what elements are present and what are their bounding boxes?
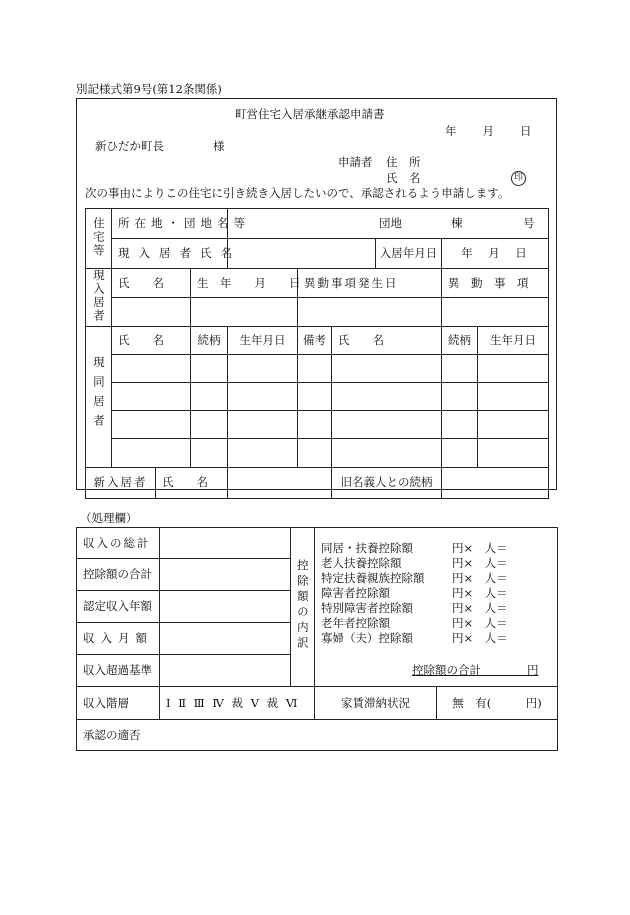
cohabitant-note-header: 備考 [298,326,332,354]
deduction-breakdown [315,528,558,687]
deduction-total-label: 控除額の合計 [77,559,160,591]
certified-income-label: 認定収入年額 [77,591,160,622]
deduction-calc[interactable]: 円× 人＝ [452,541,508,555]
deduction-breakdown-label: 控除額の内訳 [291,528,315,687]
cohabitant-row[interactable] [86,438,549,467]
monthly-income-label: 収入月額 [77,622,160,654]
new-resident-name-label: 氏 名 [156,467,228,498]
cohabitant-name-header-2: 氏 名 [332,326,442,354]
resident-name-field[interactable] [112,297,191,326]
form-title: 町営住宅入居承継承認申請書 [235,107,385,121]
income-excess-label: 収入超過基準 [77,654,160,686]
current-resident-name-field[interactable] [228,239,376,269]
rent-arrears-label: 家賃滞納状況 [315,687,437,720]
deduction-item [321,541,508,555]
date-field[interactable]: 年 月 日 [445,124,533,138]
deduction-total-field[interactable] [160,559,291,591]
deduction-calc[interactable]: 円× 人＝ [452,586,508,600]
relation-to-former-label: 旧名義人との続柄 [332,467,442,498]
income-tier-options[interactable]: Ⅰ Ⅱ Ⅲ Ⅳ 裁 Ⅴ 裁 Ⅵ [160,687,315,720]
deduction-name: 同居・扶養控除額 [321,541,413,555]
current-resident-name-label: 現入居者氏名 [112,239,228,269]
deduction-name: 障害者控除額 [321,586,390,600]
certified-income-field[interactable] [160,591,291,622]
cohabitant-row[interactable] [86,410,549,438]
deduction-sum[interactable]: 控除額の合計 円 [412,663,539,677]
seal-icon: 印 [511,171,526,186]
rent-arrears-field[interactable]: 無 有( 円) [437,687,558,720]
deduction-item [321,556,508,570]
cohabitant-row[interactable] [86,382,549,410]
new-resident-label: 新入居者 [86,467,156,498]
deduction-name: 老年者控除額 [321,616,390,630]
deduction-name: 寡婦（夫）控除額 [321,631,413,645]
application-form-frame [76,98,557,490]
seal-mark [511,171,526,186]
name-label: 氏 名 [386,171,421,185]
cohabitant-dob-header-2: 生年月日 [478,326,549,354]
deduction-item [321,616,508,630]
danchi-label: 団地 [379,216,403,230]
application-table [85,208,549,499]
cohabitant-name-header: 氏 名 [112,326,191,354]
deduction-name: 特定扶養親族控除額 [321,571,425,585]
deduction-item [321,631,508,645]
tou-label: 棟 [451,216,463,230]
addressee: 新ひだか町長 [95,139,164,153]
monthly-income-field[interactable] [160,622,291,654]
honorific: 様 [213,139,225,153]
cohabitant-relation-header: 続柄 [191,326,228,354]
resident-dob-field[interactable] [191,297,298,326]
statement: 次の事由によりこの住宅に引き続き入居したいので、承認されるよう申請します。 [85,186,510,200]
processing-table [76,527,558,751]
change-date-header: 異動事項発生日 [298,269,442,298]
cohabitants-section-label: 現同居者 [86,326,112,467]
income-excess-field[interactable] [160,654,291,686]
new-resident-name-field[interactable] [228,467,332,498]
change-date-field[interactable] [298,297,442,326]
deduction-name: 特別障害者控除額 [321,601,413,615]
change-header: 異 動 事 項 [442,269,549,298]
location-label: 所在地・団地名等 [112,209,228,239]
deduction-name: 老人扶養控除額 [321,556,402,570]
move-in-date-field[interactable]: 年 月 日 [442,239,549,269]
deduction-calc[interactable]: 円× 人＝ [452,556,508,570]
deduction-calc[interactable]: 円× 人＝ [452,631,508,645]
location-field[interactable] [228,209,549,239]
cohabitant-relation-header-2: 続柄 [442,326,478,354]
deduction-calc[interactable]: 円× 人＝ [452,601,508,615]
gou-label: 号 [523,216,535,230]
deduction-calc[interactable]: 円× 人＝ [452,571,508,585]
deduction-item [321,601,508,615]
deduction-item [321,586,508,600]
total-income-field[interactable] [160,528,291,559]
move-in-date-label: 入居年月日 [376,239,442,269]
approval-row[interactable] [77,720,558,751]
housing-section-label: 住宅等 [86,209,112,269]
form-reference: 別記様式第9号(第12条関係) [76,82,222,96]
processing-label: （処理欄） [80,511,138,525]
resident-dob-header: 生 年 月 日 [191,269,298,298]
cohabitant-dob-header: 生年月日 [228,326,298,354]
current-resident-section-label: 現入居者 [86,269,112,327]
deduction-calc[interactable]: 円× 人＝ [452,616,508,630]
applicant-label: 申請者 [338,155,373,169]
income-tier-label: 収入階層 [77,687,160,720]
deduction-item [321,571,508,585]
address-label: 住 所 [386,155,421,169]
cohabitant-row[interactable] [86,354,549,382]
resident-name-header: 氏 名 [112,269,191,298]
relation-to-former-field[interactable] [442,467,549,498]
approval-label: 承認の適否 [83,727,141,742]
change-field[interactable] [442,297,549,326]
total-income-label: 収入の総計 [77,528,160,559]
